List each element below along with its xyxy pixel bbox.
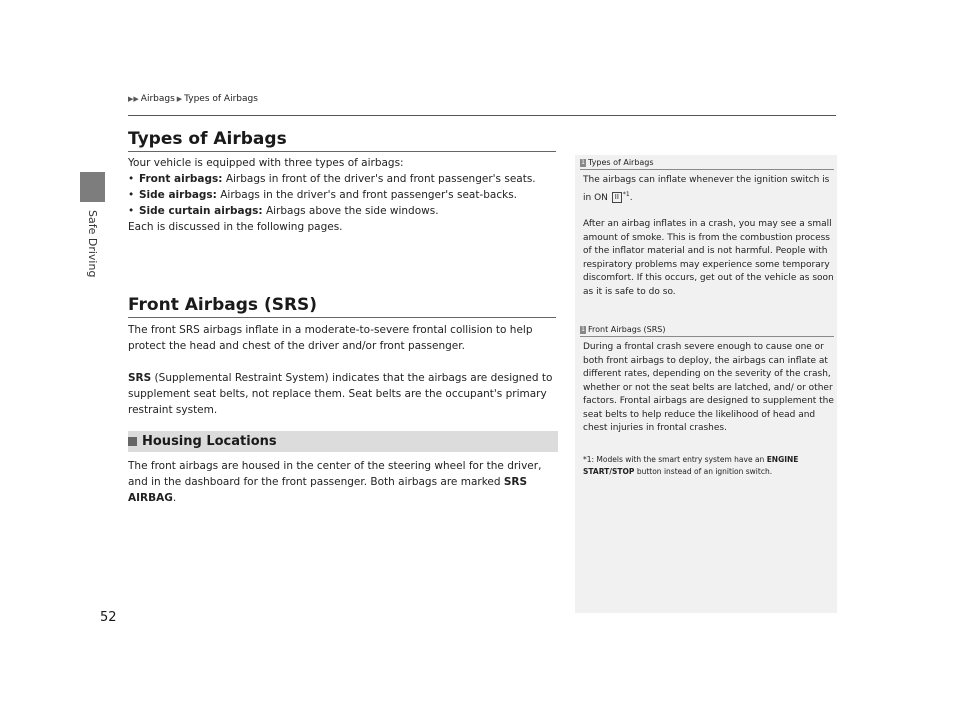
types-body <box>128 155 558 235</box>
list-item: • Side curtain airbags: Airbags above the side windows. <box>128 205 439 217</box>
note-para-1: During a frontal crash severe enough to cause one or both front airbags to deploy, the airbags can inflate at different rates, depending on the severity of the crash, whether or not the seat belts are latched, and/ or other factors. Frontal airbags are designed to supplement the seat belts to help reduce the likelihood of head and chest injuries in frontal crashes. <box>583 342 834 433</box>
breadcrumb <box>128 94 258 104</box>
section-tab-marker <box>80 172 105 202</box>
note-title[interactable]: Front Airbags (SRS) <box>588 325 666 334</box>
section-title-types: Types of Airbags <box>128 129 287 149</box>
header-divider <box>128 115 836 116</box>
square-bullet-icon <box>128 437 137 446</box>
page-number: 52 <box>100 610 117 625</box>
note-header <box>580 158 834 170</box>
types-intro: Your vehicle is equipped with three types of airbags: <box>128 157 404 169</box>
subsection-header-housing <box>128 431 558 452</box>
housing-body <box>128 458 558 506</box>
housing-para: The front airbags are housed in the center of the steering wheel for the driver, and in the dashboard for the front passenger. Both airbags are marked SRS AIRBAG. <box>128 460 542 504</box>
reference-marker-icon: 1 <box>581 325 585 333</box>
section-title-rule <box>128 317 556 318</box>
front-body <box>128 322 558 418</box>
breadcrumb-level2[interactable]: Types of Airbags <box>184 94 258 104</box>
footnote: *1: Models with the smart entry system have an ENGINE START/STOP button instead of an ignition switch. <box>583 454 799 476</box>
note-body <box>580 170 834 299</box>
note-para-2: After an airbag inflates in a crash, you may see a small amount of smoke. This is from the combustion process of the inflator material and is not harmful. People with respiratory problems may experience some temporary discomfort. If this occurs, get out of the vehicle as soon as it is safe to do so. <box>583 219 834 297</box>
breadcrumb-arrow-icon: ▶▶ <box>128 95 139 103</box>
note-body <box>580 337 834 478</box>
note-types-of-airbags <box>580 158 834 299</box>
section-side-label: Safe Driving <box>86 210 99 278</box>
section-title-front: Front Airbags (SRS) <box>128 295 318 315</box>
subsection-title: Housing Locations <box>142 434 277 449</box>
note-header <box>580 325 834 337</box>
list-item: • Front airbags: Airbags in front of the driver's and front passenger's seats. <box>128 173 536 185</box>
note-para-1: The airbags can inflate whenever the ignition switch is in ON II $^{*1}$. <box>583 175 830 203</box>
ignition-position-icon: II <box>612 192 622 203</box>
front-para-1: The front SRS airbags inflate in a moderate-to-severe frontal collision to help protect the head and chest of the driver and/or front passenger. <box>128 324 533 352</box>
types-outro: Each is discussed in the following pages. <box>128 221 343 233</box>
note-front-airbags <box>580 325 834 478</box>
front-para-2: SRS (Supplemental Restraint System) indicates that the airbags are designed to supplement seat belts, not replace them. Seat belts are the occupant's primary restraint system. <box>128 372 553 416</box>
note-title[interactable]: Types of Airbags <box>588 158 654 167</box>
breadcrumb-level1[interactable]: Airbags <box>140 94 175 104</box>
list-item: • Side airbags: Airbags in the driver's and front passenger's seat-backs. <box>128 189 518 201</box>
breadcrumb-arrow-icon: ▶ <box>176 95 183 103</box>
reference-marker-icon: 1 <box>581 158 585 166</box>
section-title-rule <box>128 151 556 152</box>
